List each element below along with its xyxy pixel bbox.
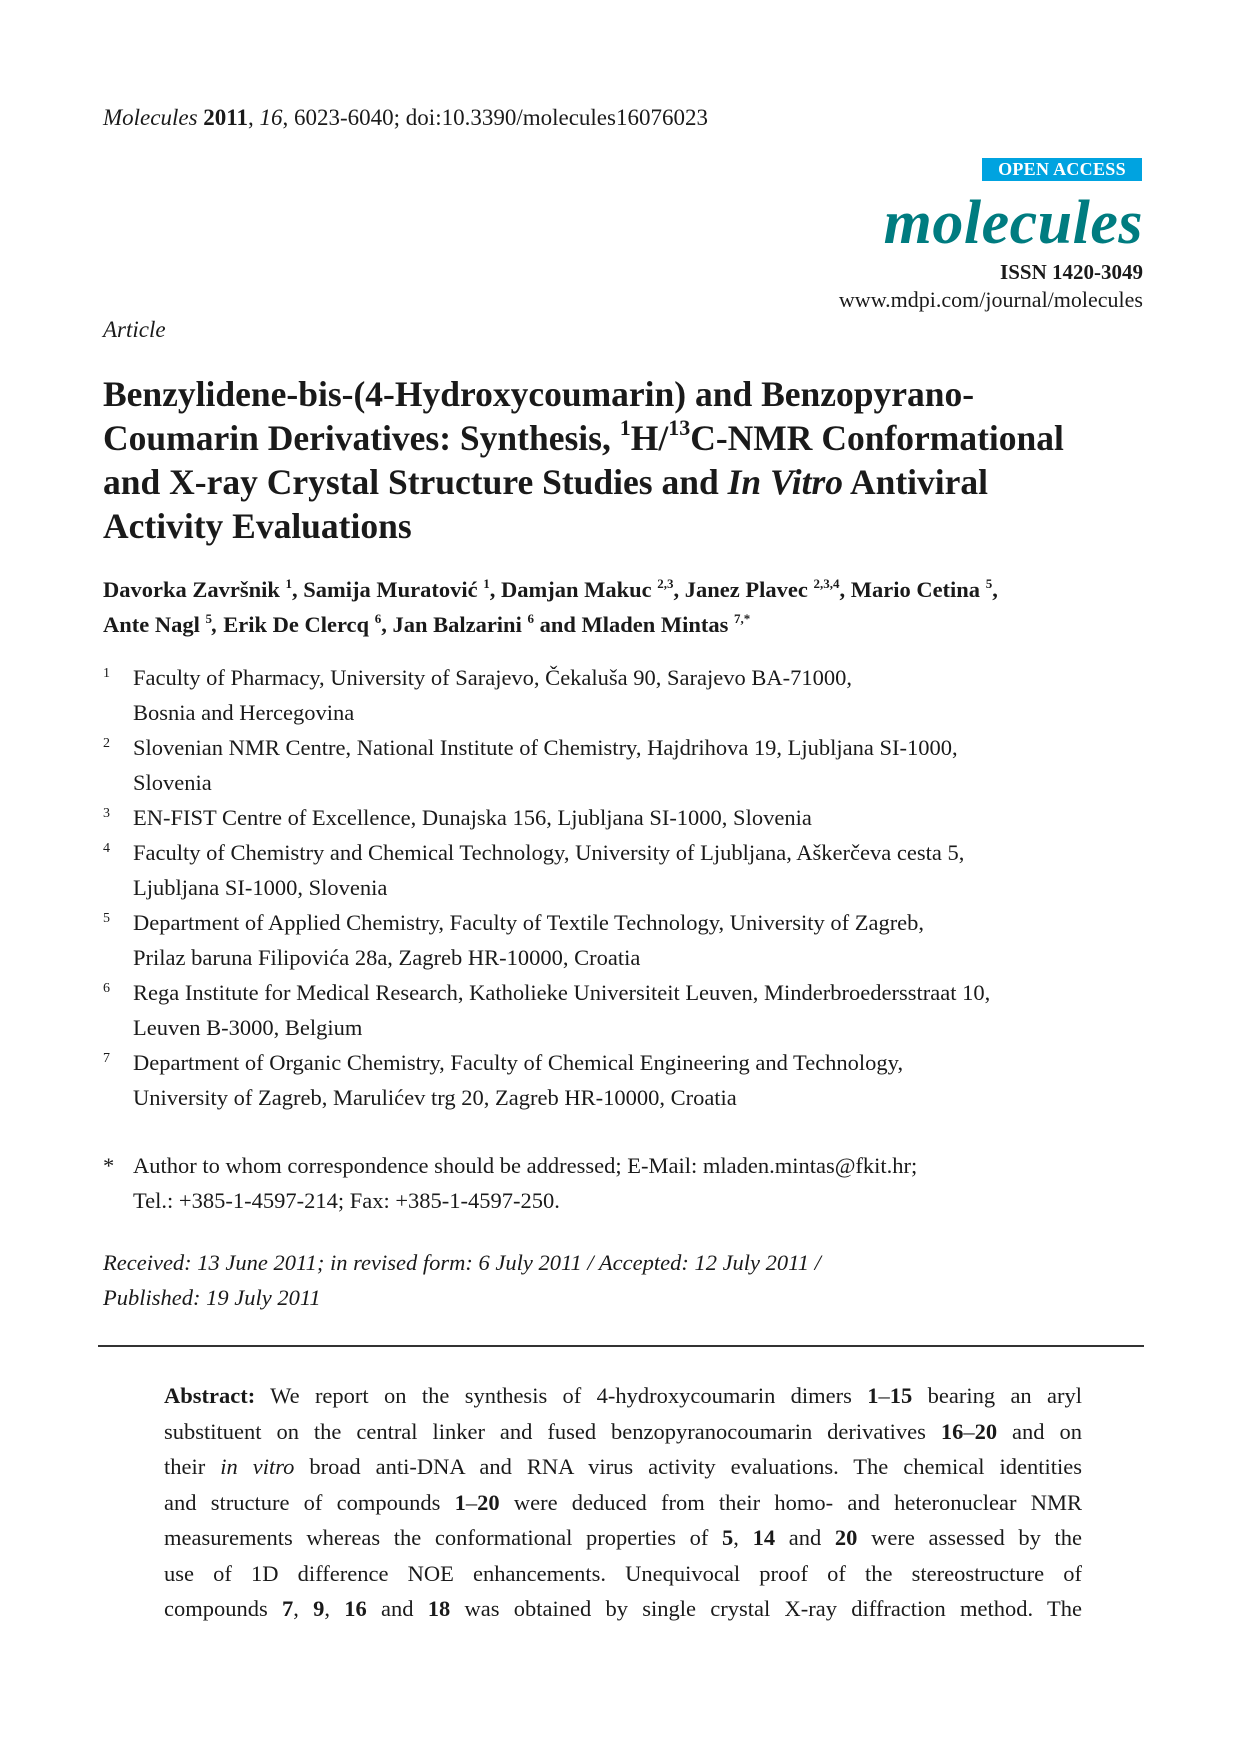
author-name: Samija Muratović — [303, 577, 478, 602]
author-name: Ante Nagl — [103, 612, 200, 637]
issn: ISSN 1420-3049 — [1000, 260, 1143, 284]
title-line: Activity Evaluations — [103, 506, 412, 546]
citation-year: 2011 — [203, 105, 248, 130]
affiliation-number: 1 — [103, 666, 110, 681]
author-name: Jan Balzarini — [392, 612, 522, 637]
author-line: Ante Nagl $^5$, Erik De Clercq $^6$, Jan Balzarini $^6$ and Mladen Mintas $^{7,*}$ — [103, 611, 751, 637]
title-line: and X-ray Crystal Structure Studies and In Vitro Antiviral — [103, 462, 988, 502]
correspondence-marker: * — [103, 1153, 115, 1178]
affiliation-number: 3 — [103, 806, 110, 821]
affiliation-number: 4 — [103, 841, 110, 856]
author-name: Damjan Makuc — [501, 577, 652, 602]
publication-dates: Received: 13 June 2011; in revised form: 6 July 2011 / Accepted: 12 July 2011 / Published: 19 July 2011 — [103, 1250, 821, 1310]
author-name: Mario Cetina — [850, 577, 981, 602]
affiliation-number: 5 — [103, 911, 110, 926]
abstract-label: Abstract: — [164, 1383, 256, 1408]
author-list — [103, 572, 1163, 642]
open-access-badge: OPEN ACCESS — [982, 158, 1142, 181]
author-name: Janez Plavec — [684, 577, 808, 602]
title-line: Benzylidene-bis-(4-Hydroxycoumarin) and Benzopyrano- — [103, 374, 975, 414]
affiliation: 1 Faculty of Pharmacy, University of Sarajevo, Čekaluša 90, Sarajevo BA-71000, Bosnia and Hercegovina — [103, 660, 1163, 730]
abstract: Abstract: We report on the synthesis of 4-hydroxycoumarin dimers 1–15 bearing an aryl substituent on the central linker and fused benzopyranocoumarin derivatives 16–20 and on their in vitro broad anti-DNA and RNA virus activity evaluations. The chemical identities and structure of compounds 1–20 were deduced from their homo- and heteronuclear NMR measurements whereas the conformational properties of 5, 14 and 20 were assessed by the use of 1D difference NOE enhancements. Unequivocal proof of the stereostructure of compounds 7, 9, 16 and 18 was obtained by single crystal X-ray diffraction method. The — [164, 1383, 1083, 1621]
affiliation-number: 7 — [103, 1051, 110, 1066]
paper-title — [103, 372, 1153, 548]
correspondence-line: Author to whom correspondence should be addressed; E-Mail: mladen.mintas@fkit.hr; — [133, 1153, 918, 1178]
author-name: Erik De Clercq — [223, 612, 370, 637]
affiliation: 5 Department of Applied Chemistry, Faculty of Textile Technology, University of Zagreb, Prilaz baruna Filipovića 28a, Zagreb HR-10000, Croatia — [103, 905, 1163, 975]
divider — [98, 1345, 1144, 1347]
affiliation-number: 2 — [103, 736, 110, 751]
journal-url[interactable]: www.mdpi.com/journal/molecules — [838, 287, 1143, 312]
affiliation: 6 Rega Institute for Medical Research, Katholieke Universiteit Leuven, Minderbroedersstraat 10, Leuven B-3000, Belgium — [103, 975, 1163, 1045]
citation-volume: 16 — [259, 105, 283, 130]
affiliation-number: 6 — [103, 981, 110, 996]
article-type: Article — [103, 317, 166, 342]
author-line: Davorka Završnik $^1$, Samija Muratović $^1$, Damjan Makuc $^{2,3}$, Janez Plavec $^{2,3,4}$, Mario Cetina $^5$, — [103, 576, 998, 602]
affiliation: 2 Slovenian NMR Centre, National Institute of Chemistry, Hajdrihova 19, Ljubljana SI-1000, Slovenia — [103, 730, 1163, 800]
correspondence — [103, 1148, 917, 1218]
citation-pages-doi: , 6023-6040; doi:10.3390/molecules16076023 — [282, 105, 708, 130]
journal-name: Molecules — [103, 105, 198, 130]
affiliation: 3 EN-FIST Centre of Excellence, Dunajska 156, Ljubljana SI-1000, Slovenia — [103, 800, 1163, 835]
author-name: Mladen Mintas — [581, 612, 729, 637]
author-name: Davorka Završnik — [103, 577, 280, 602]
correspondence-line: Tel.: +385-1-4597-214; Fax: +385-1-4597-250. — [133, 1188, 560, 1213]
journal-citation: Molecules 2011, 16, 6023-6040; doi:10.3390/molecules16076023 — [103, 105, 708, 130]
journal-logo: molecules — [883, 189, 1143, 257]
affiliation: 7 Department of Organic Chemistry, Faculty of Chemical Engineering and Technology, University of Zagreb, Marulićev trg 20, Zagreb HR-10000, Croatia — [103, 1045, 1163, 1115]
affiliation: 4 Faculty of Chemistry and Chemical Technology, University of Ljubljana, Aškerčeva cesta 5, Ljubljana SI-1000, Slovenia — [103, 835, 1163, 905]
title-line: Coumarin Derivatives: Synthesis, $^1$H/$^{13}$C-NMR Conformational — [103, 415, 1064, 458]
